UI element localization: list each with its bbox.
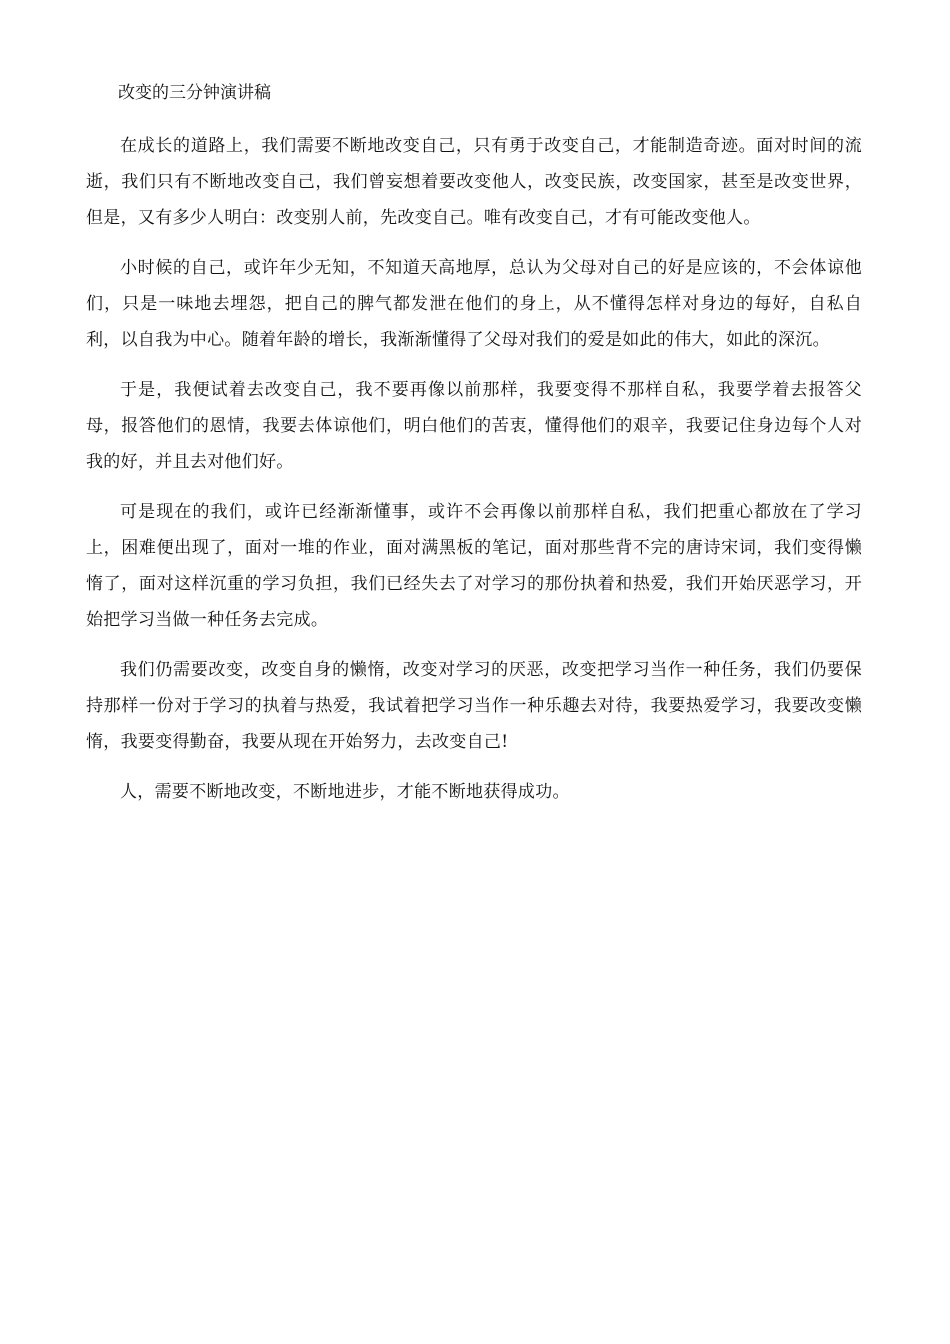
paragraph-5: 我们仍需要改变，改变自身的懒惰，改变对学习的厌恶，改变把学习当作一种任务，我们仍要保持那样一份对于学习的执着与热爱，我试着把学习当作一种乐趣去对待，我要热爱学习，我要改变懒惰，我要变得勤奋，我要从现在开始努力，去改变自己! <box>86 660 862 752</box>
paragraph-3: 于是，我便试着去改变自己，我不要再像以前那样，我要变得不那样自私，我要学着去报答父母，报答他们的恩情，我要去体谅他们，明白他们的苦衷，懂得他们的艰辛，我要记住身边每个人对我的好，并且去对他们好。 <box>86 380 862 472</box>
document-body <box>86 78 862 824</box>
paragraph-4: 可是现在的我们，或许已经渐渐懂事，或许不会再像以前那样自私，我们把重心都放在了学习上，困难便出现了，面对一堆的作业，面对满黑板的笔记，面对那些背不完的唐诗宋词，我们变得懒惰了，面对这样沉重的学习负担，我们已经失去了对学习的那份执着和热爱，我们开始厌恶学习，开始把学习当做一种任务去完成。 <box>86 502 862 630</box>
paragraph-1: 在成长的道路上，我们需要不断地改变自己，只有勇于改变自己，才能制造奇迹。面对时间的流逝，我们只有不断地改变自己，我们曾妄想着要改变他人，改变民族，改变国家，甚至是改变世界，但是，又有多少人明白：改变别人前，先改变自己。唯有改变自己，才有可能改变他人。 <box>86 136 862 228</box>
document-title: 改变的三分钟演讲稿 <box>118 83 271 103</box>
paragraph-6: 人，需要不断地改变，不断地进步，才能不断地获得成功。 <box>120 782 570 802</box>
paragraph-2: 小时候的自己，或许年少无知，不知道天高地厚，总认为父母对自己的好是应该的，不会体谅他们，只是一味地去埋怨，把自己的脾气都发泄在他们的身上，从不懂得怎样对身边的每好，自私自利，以自我为中心。随着年龄的增长，我渐渐懂得了父母对我们的爱是如此的伟大，如此的深沉。 <box>86 258 862 350</box>
